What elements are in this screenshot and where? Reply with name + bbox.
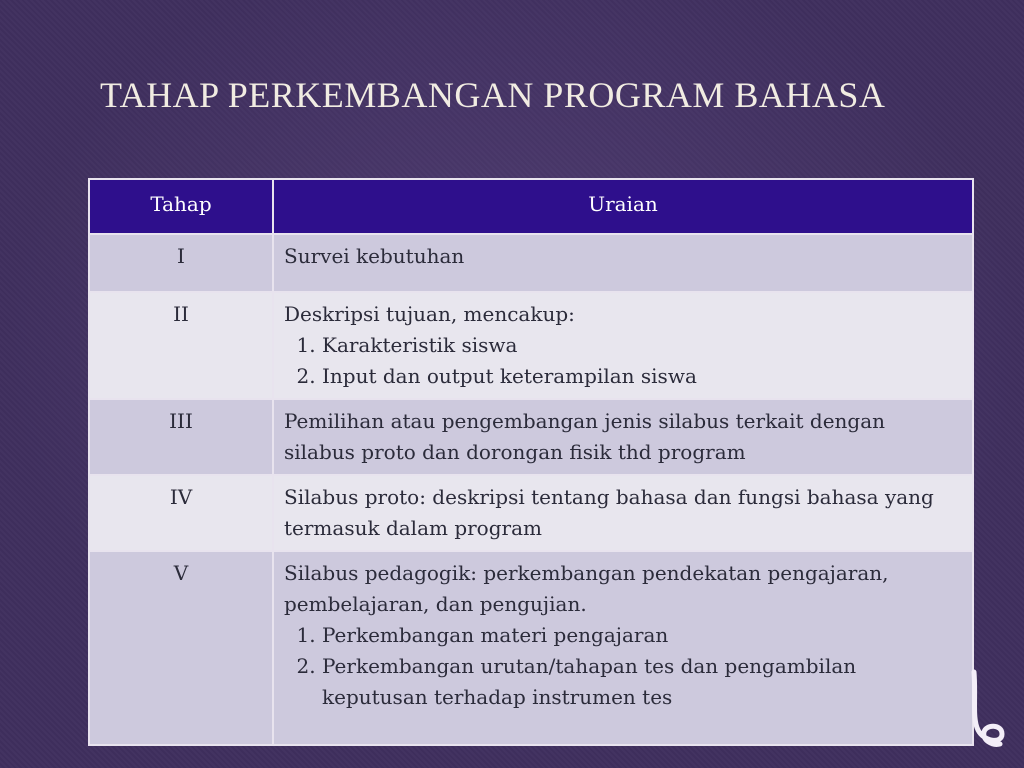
loop-ornament-icon: [968, 668, 1008, 748]
stage-sublist: [284, 620, 962, 713]
stage-description: [273, 292, 973, 399]
stage-description: [273, 399, 973, 475]
table-header-row: [89, 179, 973, 234]
slide-title: TAHAP PERKEMBANGAN PROGRAM BAHASA: [100, 75, 886, 115]
table-row: [89, 399, 973, 475]
table-row: [89, 475, 973, 551]
stage-text: Survei kebutuhan: [284, 244, 465, 268]
list-item: 1. Perkembangan materi pengajaran: [322, 620, 962, 651]
stage-description: [273, 475, 973, 551]
stage-description: [273, 234, 973, 292]
stage-number: IV: [89, 475, 273, 551]
list-item: 1. Karakteristik siswa: [322, 330, 962, 361]
stage-text: Pemilihan atau pengembangan jenis silabus terkait dengan silabus proto dan dorongan fisik thd program: [284, 409, 886, 464]
stage-text: Silabus proto: deskripsi tentang bahasa dan fungsi bahasa yang termasuk dalam program: [284, 485, 934, 540]
stage-number: II: [89, 292, 273, 399]
list-item: 2. Perkembangan urutan/tahapan tes dan pengambilan keputusan terhadap instrumen tes: [322, 651, 962, 713]
table-row: [89, 292, 973, 399]
stage-sublist: [284, 330, 962, 392]
table-row: [89, 551, 973, 745]
stages-table: [88, 178, 974, 746]
header-tahap: Tahap: [89, 179, 273, 234]
stage-text: Deskripsi tujuan, mencakup:: [284, 302, 575, 326]
stage-number: V: [89, 551, 273, 745]
list-item: 2. Input dan output keterampilan siswa: [322, 361, 962, 392]
header-uraian: Uraian: [273, 179, 973, 234]
stage-description: [273, 551, 973, 745]
table-row: [89, 234, 973, 292]
stage-number: I: [89, 234, 273, 292]
stage-text: Silabus pedagogik: perkembangan pendekatan pengajaran, pembelajaran, dan pengujian.: [284, 561, 889, 616]
stage-number: III: [89, 399, 273, 475]
